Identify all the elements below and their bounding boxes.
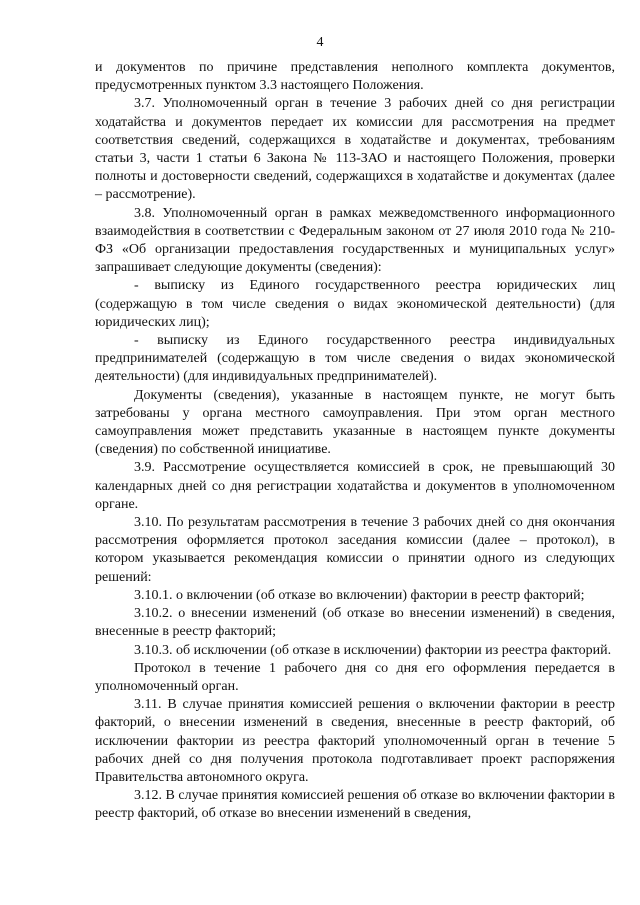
paragraph: 3.12. В случае принятия комиссией решения об отказе во включении фактории в реестр факторий, об отказе во внесении изменений в сведения, — [95, 788, 615, 822]
paragraph: 3.11. В случае принятия комиссией решения о включении фактории в реестр факторий, о внесении изменений в сведения, внесенные в реестр факторий, об исключении фактории из реестра факторий уполномоченный орган в течение 5 рабочих дней со дня получения протокола подготавливает проект распоряжения Правительства автономного округа. — [95, 697, 615, 785]
document-body — [95, 59, 615, 824]
paragraph: Протокол в течение 1 рабочего дня со дня его оформления передается в уполномоченный орган. — [95, 660, 615, 694]
paragraph: 3.10. По результатам рассмотрения в течение 3 рабочих дней со дня окончания рассмотрения оформляется протокол заседания комиссии (далее – протокол), в котором указывается рекомендация комиссии о принятии одного из следующих решений: — [95, 515, 615, 585]
paragraph: 3.10.3. об исключении (об отказе в исключении) фактории из реестра факторий. — [134, 642, 612, 658]
paragraph: 3.9. Рассмотрение осуществляется комиссией в срок, не превышающий 30 календарных дней со дня регистрации ходатайства и документов в уполномоченном органе. — [95, 460, 615, 512]
paragraph: и документов по причине представления неполного комплекта документов, предусмотренных пунктом 3.3 настоящего Положения. — [95, 60, 615, 94]
paragraph: 3.10.1. о включении (об отказе во включении) фактории в реестр факторий; — [134, 587, 585, 603]
paragraph: - выписку из Единого государственного реестра индивидуальных предпринимателей (содержащую в том числе сведения о видах экономической деятельности) (для индивидуальных предпринимателей). — [95, 333, 615, 385]
paragraph: 3.7. Уполномоченный орган в течение 3 рабочих дней со дня регистрации ходатайства и документов передает их комиссии для рассмотрения на предмет соответствия сведений, содержащихся в ходатайстве и документах, требованиям статьи 3, части 1 статьи 6 Закона № 113-ЗАО и настоящего Положения, проверки полноты и достоверности сведений, содержащихся в ходатайстве и документах (далее – рассмотрение). — [95, 96, 615, 203]
paragraph: Документы (сведения), указанные в настоящем пункте, не могут быть затребованы у органа местного самоуправления. При этом орган местного самоуправления может представить указанные в настоящем пункте документы (сведения) по собственной инициативе. — [95, 387, 615, 458]
paragraph: 3.10.2. о внесении изменений (об отказе во внесении изменений) в сведения, внесенные в реестр факторий; — [95, 606, 615, 640]
page-number: 4 — [316, 35, 324, 50]
paragraph: - выписку из Единого государственного реестра юридических лиц (содержащую в том числе сведения о видах экономической деятельности) (для юридических лиц); — [95, 278, 615, 330]
paragraph: 3.8. Уполномоченный орган в рамках межведомственного информационного взаимодействия в соответствии с Федеральным законом от 27 июля 2010 года № 210-ФЗ «Об организации предоставления государственных и муниципальных услуг» запрашивает следующие документы (сведения): — [95, 205, 615, 276]
